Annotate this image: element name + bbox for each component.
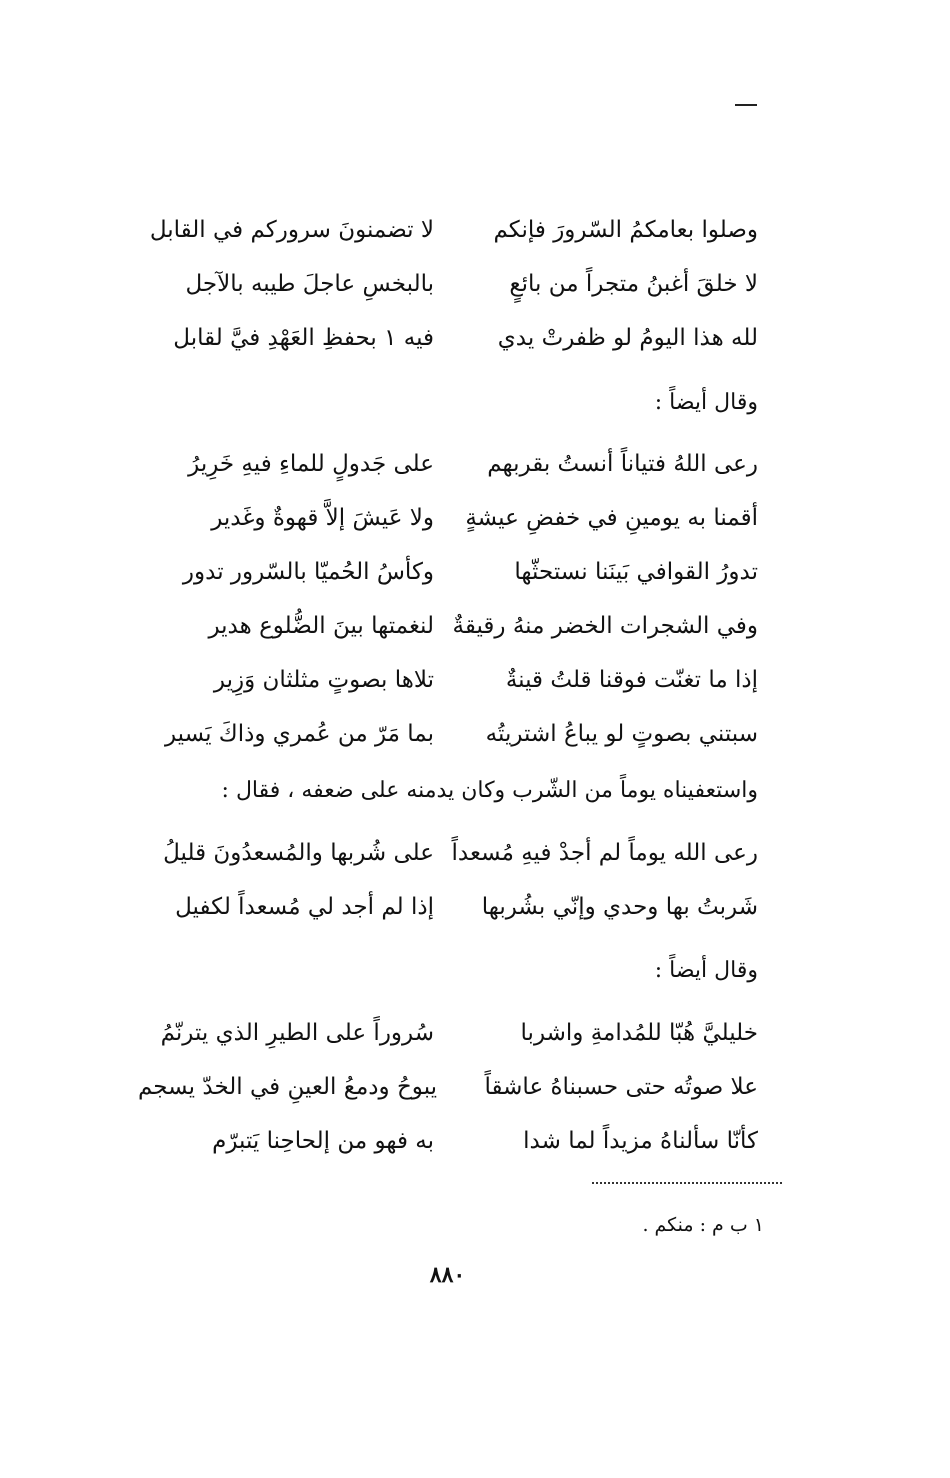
second-hemistich: لا تضمنونَ سروركم في القابل bbox=[149, 217, 434, 243]
first-hemistich: إذا ما تغنّت فوقنا قلتُ قينةٌ bbox=[505, 667, 758, 693]
first-hemistich: شَربتُ بها وحدي وإنّي بشُربها bbox=[481, 894, 758, 920]
header-dash bbox=[735, 104, 757, 106]
verse bbox=[138, 491, 758, 545]
verse bbox=[138, 257, 758, 311]
footnote-separator bbox=[592, 1182, 782, 1184]
verse bbox=[138, 880, 758, 934]
second-hemistich: بما مَرّ من عُمري وذاكَ يَسير bbox=[164, 721, 434, 747]
second-hemistich: على جَدولٍ للماءِ فيهِ خَرِيرُ bbox=[188, 451, 434, 477]
poem-2 bbox=[138, 437, 758, 761]
verse bbox=[138, 545, 758, 599]
verse bbox=[138, 1114, 758, 1168]
second-hemistich: وكأسُ الحُميّا بالسّرور تدور bbox=[182, 559, 434, 585]
first-hemistich: وفي الشجرات الخضر منهُ رقيقةٌ bbox=[452, 613, 758, 639]
verse bbox=[138, 1006, 758, 1060]
second-hemistich: فيه ١ بحفظِ العَهْدِ فيَّ لقابل bbox=[173, 325, 434, 351]
second-hemistich: على شُربها والمُسعدُونَ قليلُ bbox=[163, 840, 434, 866]
first-hemistich: لله هذا اليومُ لو ظفرتْ يدي bbox=[497, 325, 758, 351]
second-hemistich: لنغمتها بينَ الضُّلوع هدير bbox=[208, 613, 434, 639]
poem-4 bbox=[138, 1006, 758, 1168]
second-hemistich: يبوحُ ودمعُ العينِ في الخدّ يسجم bbox=[138, 1074, 438, 1100]
poem-3 bbox=[138, 826, 758, 934]
poem-1 bbox=[138, 203, 758, 365]
first-hemistich: رعى الله يوماً لم أجدْ فيهِ مُسعداً bbox=[451, 840, 758, 866]
second-hemistich: ولا عَيشَ إلاَّ قهوةٌ وغَدير bbox=[211, 505, 434, 531]
verse bbox=[138, 599, 758, 653]
verse bbox=[138, 707, 758, 761]
intro-text: وقال أيضاً : bbox=[654, 390, 758, 415]
intro-text: وقال أيضاً : bbox=[654, 958, 758, 983]
verse bbox=[138, 826, 758, 880]
footnote: ١ ب م : منكم . bbox=[642, 1214, 764, 1236]
verse bbox=[138, 311, 758, 365]
verse bbox=[138, 653, 758, 707]
second-hemistich: بالبخسِ عاجلَ طيبه بالآجل bbox=[185, 271, 434, 297]
first-hemistich: تدورُ القوافي بَينَنا نستحثّها bbox=[514, 559, 758, 585]
verse bbox=[138, 1060, 758, 1114]
verse bbox=[138, 203, 758, 257]
first-hemistich: خليليَّ هُبّا للمُدامةِ واشربا bbox=[520, 1020, 758, 1046]
second-hemistich: سُروراً على الطيرِ الذي يترنّمُ bbox=[160, 1020, 434, 1046]
first-hemistich: رعى اللهُ فتياناً أنستُ بقربهم bbox=[487, 451, 758, 477]
second-hemistich: تلاها بصوتٍ مثلثان وَزِير bbox=[213, 667, 434, 693]
page-number: ٨٨٠ bbox=[429, 1262, 466, 1288]
verse bbox=[138, 437, 758, 491]
first-hemistich: لا خلقَ أغبنُ متجراً من بائعٍ bbox=[509, 271, 758, 297]
first-hemistich: أقمنا به يومينِ في خفضِ عيشةٍ bbox=[465, 505, 758, 531]
second-hemistich: إذا لم أجد لي مُسعداً لكفيل bbox=[175, 894, 434, 920]
first-hemistich: علا صوتُه حتى حسبناهُ عاشقاً bbox=[484, 1074, 758, 1100]
first-hemistich: وصلوا بعامكمُ السّرورَ فإنكم bbox=[493, 217, 758, 243]
intro-text: واستعفيناه يوماً من الشّرب وكان يدمنه على ضعفه ، فقال : bbox=[221, 778, 758, 803]
first-hemistich: كأنّا سألناهُ مزيداً لما شدا bbox=[523, 1128, 758, 1154]
second-hemistich: به فهو من إلحاحِنا يَتبرّم bbox=[212, 1128, 434, 1154]
first-hemistich: سبتني بصوتٍ لو يباعُ اشتريتُه bbox=[485, 721, 758, 747]
